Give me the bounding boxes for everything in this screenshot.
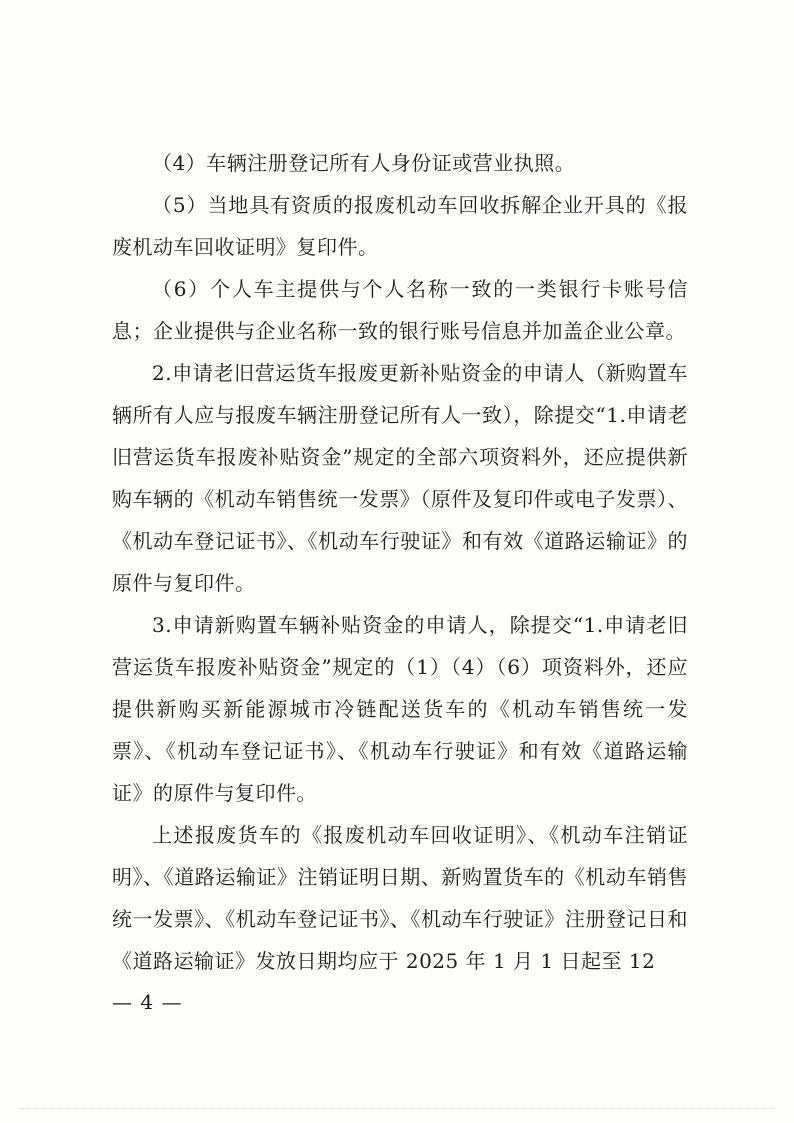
paragraph-item-5: （5）当地具有资质的报废机动车回收拆解企业开具的《报废机动车回收证明》复印件。: [112, 193, 688, 259]
page-bottom-divider: [20, 1108, 774, 1109]
paragraph-section-2: 2.申请老旧营运货车报废更新补贴资金的申请人（新购置车辆所有人应与报废车辆注册登记所有人一致），除提交“1.申请老旧营运货车报废补贴资金”规定的全部六项资料外，还应提供新购车辆的《机动车销售统一发票》（原件及复印件或电子发票）、《机动车登记证书》、《机动车行驶证》和有效《道路运输证》的原件与复印件。: [112, 361, 688, 595]
paragraph-summary: 上述报废货车的《报废机动车回收证明》、《机动车注销证明》、《道路运输证》注销证明日期、新购置货车的《机动车销售统一发票》、《机动车登记证书》、《机动车行驶证》注册登记日和《道路运输证》发放日期均应于 2025 年 1 月 1 日起至 12: [112, 823, 688, 973]
page-number: — 4 —: [112, 990, 183, 1014]
paragraph-item-6: （6）个人车主提供与个人名称一致的一类银行卡账号信息；企业提供与企业名称一致的银行账号信息并加盖企业公章。: [112, 277, 688, 343]
paragraph-item-4: （4）车辆注册登记所有人身份证或营业执照。: [152, 151, 576, 175]
paragraph-section-3: 3.申请新购置车辆补贴资金的申请人，除提交“1.申请老旧营运货车报废补贴资金”规定的（1）（4）（6）项资料外，还应提供新购买新能源城市冷链配送货车的《机动车销售统一发票》、《机动车登记证书》、《机动车行驶证》和有效《道路运输证》的原件与复印件。: [112, 613, 688, 805]
document-body: [112, 142, 688, 982]
